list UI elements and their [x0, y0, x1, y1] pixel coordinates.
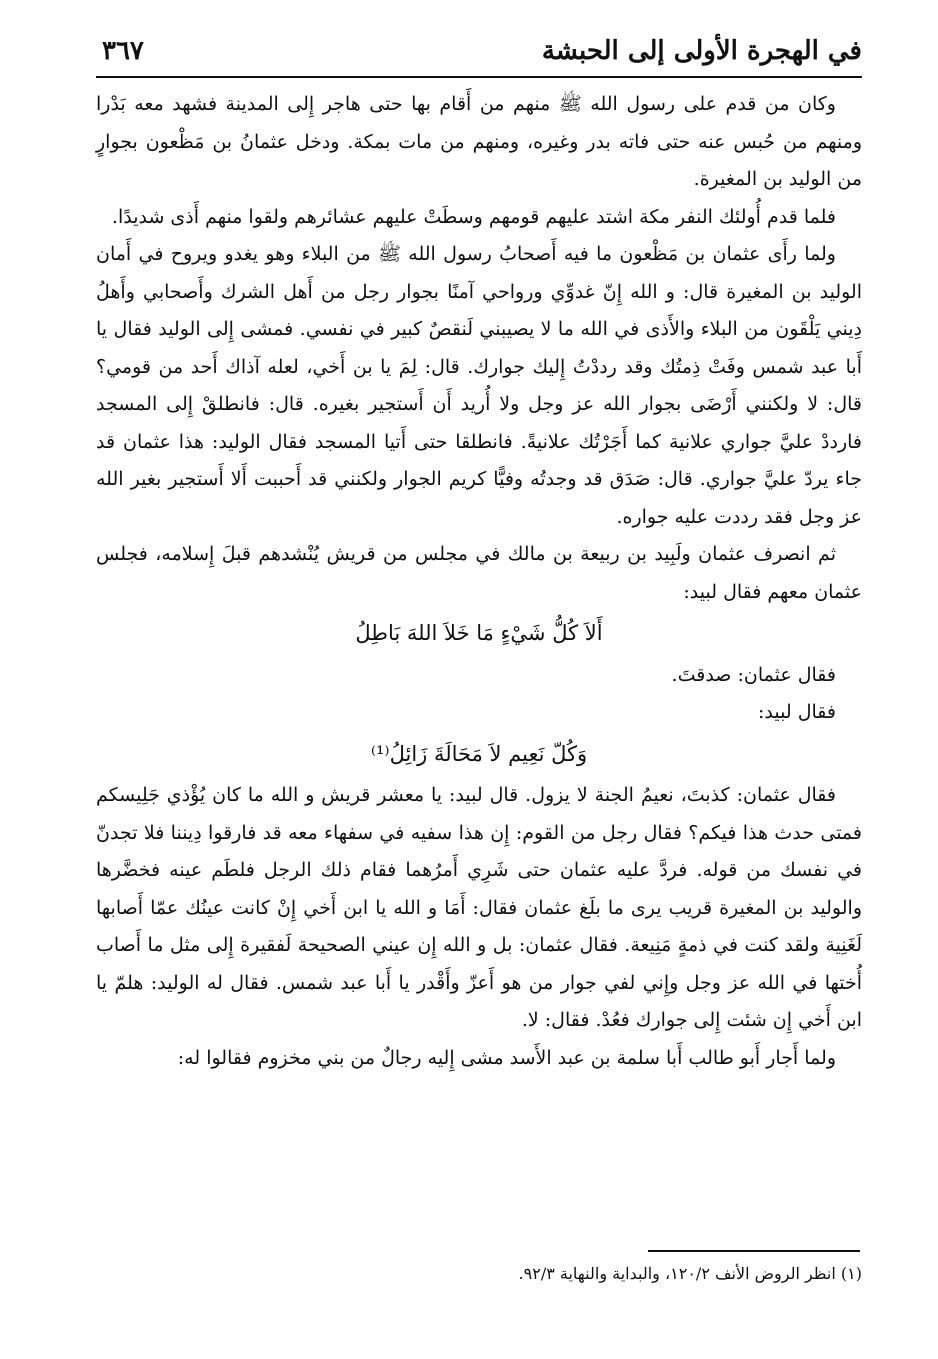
- page-number: ٣٦٧: [102, 36, 144, 66]
- header-rule: [96, 76, 862, 78]
- poetry-verse-1: أَلاَ كُلُّ شَيْءٍ مَا خَلاَ اللهَ بَاطِلُ: [355, 621, 603, 645]
- paragraph-5: فقال عثمان: كذبتَ، نعيمُ الجنة لا يزول. قال لبيد: يا معشر قريش و الله ما كان يُؤْذي جَلِيسكم فمتى حدث هذا فيكم؟ فقال رجل من القوم: إِن هذا سفيه في سفهاء معه قد فارقوا دِيننا فلا تجدنّ في نفسك من قوله. فردَّ عليه عثمان حتى شَرِي أَمرُهما فقام ذلك الرجل فلطَم عينه فخضَّرها والوليد بن المغيرة قريب يرى ما بلَغ عثمان فقال: أَمَا و الله يا ابن أَخي إِنْ كانت عينُك عمّا أَصابها لَغَنِية ولقد كنت في ذمةٍ مَنِيعة. فقال عثمان: بل و الله إِن عيني الصحيحة لَفقيرة إِلى مثل ما أَصاب أُختها في الله عز وجل وإِني لفي جوار من هو أَعزّ وأَقْدر يا أَبا عبد شمس. فقال له الوليد: هلمّ يا ابن أَخي إِن شئت إِلى جوارك فعُدْ. فقال: لا.: [96, 784, 862, 1031]
- dialogue-line-2: فقال لبيد:: [758, 701, 836, 723]
- paragraph-6: ولما أَجار أَبو طالب أَبا سلمة بن عبد الأَسد مشى إِليه رجالٌ من بني مخزوم فقالوا له:: [177, 1046, 836, 1069]
- poetry-verse-2: وَكُلّ نَعِيم لاَ مَحَالَةَ زَائِلُ⁽¹⁾: [370, 741, 588, 766]
- paragraph-1: وكان من قدم على رسول الله ﷺ منهم من أَقام بها حتى هاجر إِلى المدينة فشهد معه بَدْرا ومنهم من حُبس عنه حتى فاته بدر وغيره، ومنهم من مات بمكة. ودخل عثمانُ بن مَظْعون بجوارٍ من الوليد بن المغيرة.: [96, 93, 862, 190]
- paragraph-2: فلما قدم أُولئك النفر مكة اشتد عليهم قومهم وسطَتْ عليهم عشائرهم ولقوا منهم أَذى شديدًا.: [111, 205, 836, 228]
- paragraph-3: ولما رأَى عثمان بن مَظْعون ما فيه أَصحابُ رسول الله ﷺ من البلاء وهو يغدو ويروح في أَمان الوليد بن المغيرة قال: و الله إِنّ غدوِّي ورواحي آمنًا بجوار رجل من أَهل الشرك وأَصحابي وأَهلُ دِيني يَلْقَون من البلاء والأَذى في الله ما لا يصيبني لَنقصٌ كبير في نفسي. فمشى إِلى الوليد فقال يا أَبا عبد شمس وفَتْ ذِمتُك وقد رددْتُ إِليك جوارك. قال: لِمَ يا بن أَخي، لعله آذاك أَحد من قومي؟ قال: لا ولكنني أَرْضَى بجوار الله عز وجل ولا أُريد أَن أَستجير بغيره. قال: فانطلقْ إِلى المسجد فارددْ عليَّ جواري علانية كما أَجَرْتُك علانيةً. فانطلقا حتى أَتيا المسجد فقال الوليد: هذا عثمان قد جاء يردّ عليَّ جواري. قال: صَدَق قد وجدتُه وفيًّا كريم الجوار ولكنني قد أَحببت أَلا أَستجير بغير الله عز وجل فقد رددت عليه جواره.: [96, 243, 862, 528]
- footnote: (١) انظر الروض الأنف ١٢٠/٢، والبداية والنهاية ٩٢/٣.: [518, 1264, 862, 1283]
- main-text: [96, 86, 862, 1077]
- paragraph-4: ثم انصرف عثمان ولَبِيد بن ربيعة بن مالك في مجلس من قريش يُنْشدهم قبلَ إِسلامه، فجلس عثمان معهم فقال لبيد:: [96, 543, 862, 603]
- dialogue-line-1: فقال عثمان: صدقتَ.: [671, 663, 836, 686]
- running-title: في الهجرة الأولى إلى الحبشة: [541, 36, 862, 66]
- footnote-separator: [648, 1250, 860, 1252]
- page-header: [96, 30, 862, 76]
